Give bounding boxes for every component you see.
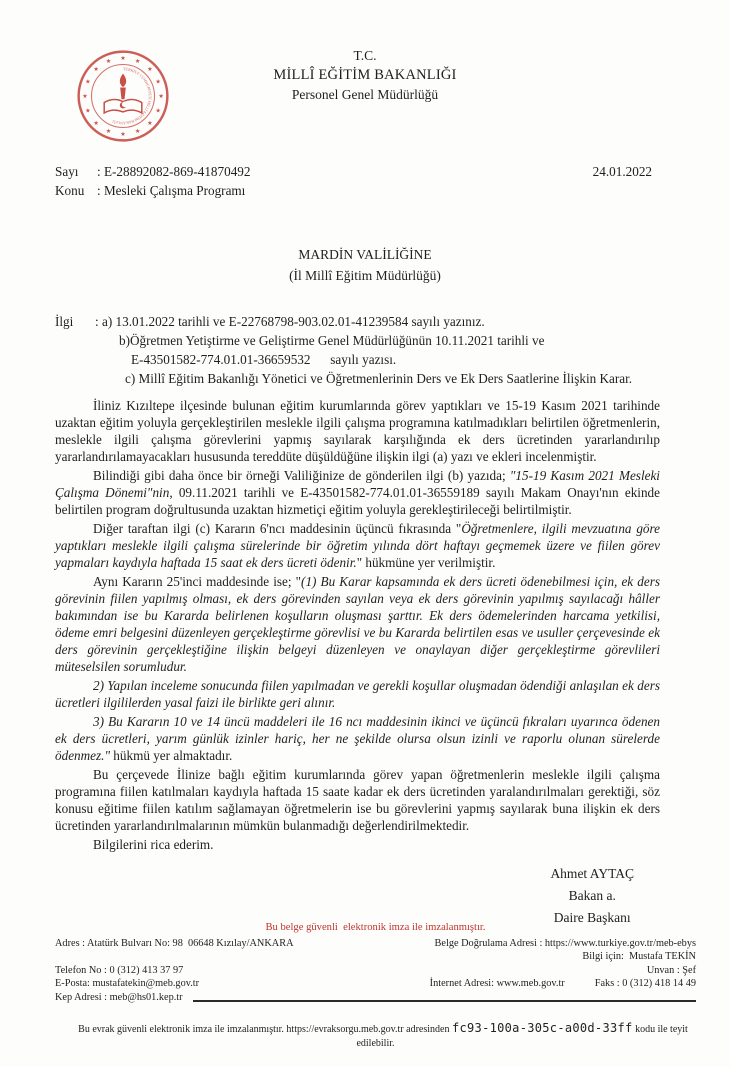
- header-department: Personel Genel Müdürlüğü: [291, 87, 439, 102]
- paragraph-text: , 09.11.2021 tarihli ve E-43501582-774.01.01-36559189 sayılı Makam Onayı'nın ekinde belirtilen program doğrultusunda uzaktan hizmetiçi eğitim yoluyla gerekleştirileceği belirtilmiştir.: [55, 485, 661, 517]
- verification-text-post: kodu ile teyit edilebilir.: [356, 1024, 691, 1049]
- paragraph-text: Bilgilerini rica ederim.: [93, 837, 214, 852]
- footer-divider: [193, 1000, 696, 1002]
- paragraph-text: " hükmüne yer verilmiştir.: [356, 555, 496, 570]
- quoted-italic-text: "15-19 Kasım 2021 Mesleki Çalışma Dönemi"nin: [55, 468, 660, 500]
- footer-phone: Telefon No : 0 (312) 413 37 97: [55, 964, 184, 976]
- sayi-value: : E-28892082-869-41870492: [97, 164, 251, 179]
- svg-text:★: ★: [134, 128, 141, 136]
- quoted-italic-text: (1) Bu Karar kapsamında ek ders ücreti ödenebilmesi için, ek ders görevinin fiilen yapılmış olması, ek ders görevinden sayılan veya ek ders görevinin yapılmış sayılacağı hâller bakımından ise bu Kararda belirlenen koşulların oluşması şarttır. Ek ders ödemelerinden harcama yetkilisi, ödeme emri belgesini düzenleyen gerçekleştirme görevlisi ve bu Kararda belirtilen esas ve usuller çerçevesinde ek ders görevinin gerçekleştiğine ilişkin belgeyi düzenleyen ve onaylayan diğer gerçekleştirme görevlileri müteselsilen sorumludur.: [55, 574, 660, 674]
- quoted-italic-text: 2) Yapılan inceleme sonucunda fiilen yapılmadan ve gerekli koşullar oluşmadan ödendiği anlaşılan ek ders ücretleri ilgililerden yasal faizi ile birlikte geri alınır.: [55, 678, 660, 710]
- header-ministry: MİLLÎ EĞİTİM BAKANLIĞI: [273, 67, 457, 83]
- sayi-label: Sayı: [55, 164, 79, 179]
- signatory-name: Ahmet AYTAÇ: [550, 866, 634, 881]
- verification-text-pre: Bu evrak güvenli elektronik imza ile imzalanmıştır. https://evraksorgu.meb.gov.tr adresinden: [78, 1024, 452, 1036]
- ilgi-label: İlgi: [55, 314, 74, 329]
- footer-verify-address: Belge Doğrulama Adresi : https://www.turkiye.gov.tr/meb-ebys: [434, 937, 696, 949]
- svg-text:★: ★: [82, 93, 88, 101]
- addressee-block: [0, 244, 730, 286]
- footer-internet: İnternet Adresi: www.meb.gov.tr: [429, 978, 565, 990]
- svg-text:★: ★: [85, 78, 91, 86]
- verification-code: fc93-100a-305c-a00d-33ff: [451, 1021, 633, 1036]
- paragraph-text: İliniz Kızıltepe ilçesinde bulunan eğitim kurumlarında görev yaptıkları ve 15-19 Kasım 2021 tarihinde uzaktan eğitim yoluyla gerçekleştirilen meslekle ilgili çalışma programına katılmadıkları belirtilen öğretmenlerin, meslekle ilgili çalışma görevlerini yapmış sayılarak karşılığında ek ders ücretinden yararlandırılıp yararlandırılamayacakları hususunda tereddüte düşüldüğüne ilişkin ilgi (a) yazı ve ekleri incelenmiştir.: [55, 398, 660, 464]
- svg-text:★: ★: [134, 57, 141, 65]
- konu-value: : Mesleki Çalışma Programı: [97, 183, 246, 198]
- svg-text:★: ★: [93, 66, 99, 74]
- footer-email: E-Posta: mustafatekin@meb.gov.tr: [55, 978, 200, 990]
- addressee-title: MARDİN VALİLİĞİNE: [298, 247, 432, 262]
- verification-line: [55, 1009, 696, 1064]
- konu-label: Konu: [55, 183, 85, 198]
- svg-text:★: ★: [158, 93, 164, 101]
- footer-unvan: Unvan : Şef: [646, 964, 696, 976]
- quoted-italic-text: 3) Bu Kararın 10 ve 14 üncü maddeleri ile 16 ncı maddesinin ikinci ve üçüncü fıkraları uyarınca ödenen ek ders ücretleri, yarım günlük izinler hariç, her ne şekilde olursa olsun izinli ve raporlu olunan sürelerde ödenmez.": [55, 714, 660, 763]
- paragraph-text: Diğer taraftan ilgi (c) Kararın 6'ncı maddesinin üçüncü fıkrasında ": [93, 521, 462, 536]
- ilgi-line-b-cont: E-43501582-774.01.01-36659532 sayılı yazısı.: [131, 352, 397, 367]
- signature-block: [0, 863, 634, 929]
- svg-text:★: ★: [120, 54, 126, 62]
- paragraph-text: Aynı Kararın 25'inci maddesinde ise; ": [93, 574, 302, 589]
- ilgi-line-b: b)Öğretmen Yetiştirme ve Geliştirme Genel Müdürlüğünün 10.11.2021 tarihli ve: [119, 333, 545, 348]
- quoted-italic-text: Öğretmenlere, ilgili mevzuatına göre yaptıkları meslekle ilgili çalışma sürelerinde bir öğretim yılında dört haftayı geçmemek üzere ve fiilen görev yapmaları kaydıyla haftada 15 saat ek ders ücreti ödenir.: [55, 521, 661, 570]
- body-paragraph-7: [55, 766, 660, 834]
- footer-block: [55, 921, 696, 1064]
- emblem-ring-text: TÜRKİYE CUMHURİYETİ MİLLÎ EĞİTİM BAKANLIĞI: [111, 67, 152, 125]
- ilgi-line-a: : a) 13.01.2022 tarihli ve E-22768798-903.02.01-41239584 sayılı yazınız.: [95, 314, 485, 329]
- meta-block: [55, 162, 652, 200]
- svg-text:★: ★: [120, 131, 126, 139]
- svg-text:★: ★: [105, 57, 112, 65]
- letter-body: [55, 397, 660, 853]
- meb-emblem-icon: [76, 49, 170, 143]
- body-paragraph-4: [55, 573, 660, 675]
- svg-text:★: ★: [147, 66, 153, 74]
- closing-line: [55, 836, 660, 853]
- body-paragraph-5: [55, 677, 660, 711]
- svg-text:★: ★: [155, 78, 161, 86]
- paragraph-text: hükmü yer almaktadır.: [109, 748, 233, 763]
- svg-text:★: ★: [155, 107, 161, 115]
- esign-note: Bu belge güvenli elektronik imza ile imzalanmıştır.: [265, 922, 486, 933]
- svg-text:★: ★: [85, 107, 91, 115]
- addressee-subtitle: (İl Millî Eğitim Müdürlüğü): [289, 268, 441, 283]
- svg-text:★: ★: [147, 119, 153, 127]
- ilgi-line-c: c) Millî Eğitim Bakanlığı Yönetici ve Öğretmenlerinin Ders ve Ek Ders Saatlerine İlişkin Karar.: [125, 371, 633, 386]
- letter-date: 24.01.2022: [592, 164, 652, 179]
- footer-address: Adres : Atatürk Bulvarı No: 98 06648 Kızılay/ANKARA: [55, 937, 294, 949]
- svg-text:★: ★: [93, 119, 99, 127]
- emblem-torch-book-icon: [104, 73, 142, 112]
- references-block: [55, 312, 664, 388]
- body-paragraph-3: [55, 520, 660, 571]
- body-paragraph-1: [55, 397, 660, 465]
- footer-kep: Kep Adresi : meb@hs01.kep.tr: [55, 991, 183, 1003]
- svg-text:★: ★: [105, 128, 112, 136]
- body-paragraph-2: [55, 467, 660, 518]
- body-paragraph-6: [55, 713, 660, 764]
- footer-info-for: Bilgi için: Mustafa TEKİN: [582, 951, 696, 963]
- paragraph-text: Bu çerçevede İlinize bağlı eğitim kurumlarında görev yapan öğretmenlerin meslekle ilgili çalışma programına fiilen katılmaları kaydıyla haftada 15 saate kadar ek ders ücretinden yaralandırılmaları gerektiği, söz konusu eğitime fiilen katılım sağlamayan öğretmelerin ise bu görevlerini yapmış sayılarak buna ilişkin ek ders ücretinden yararlandırılmalarının mümkün bulanmadığı değerlendirilmektedir.: [55, 767, 660, 833]
- signatory-duty: Bakan a.: [568, 888, 616, 903]
- paragraph-text: Bilindiği gibi daha önce bir örneği Valiliğinize de gönderilen ilgi (b) yazıda;: [93, 468, 510, 483]
- footer-fax: Faks : 0 (312) 418 14 49: [594, 978, 696, 990]
- header-tc: T.C.: [353, 48, 377, 63]
- signatory-title: Daire Başkanı: [553, 910, 631, 925]
